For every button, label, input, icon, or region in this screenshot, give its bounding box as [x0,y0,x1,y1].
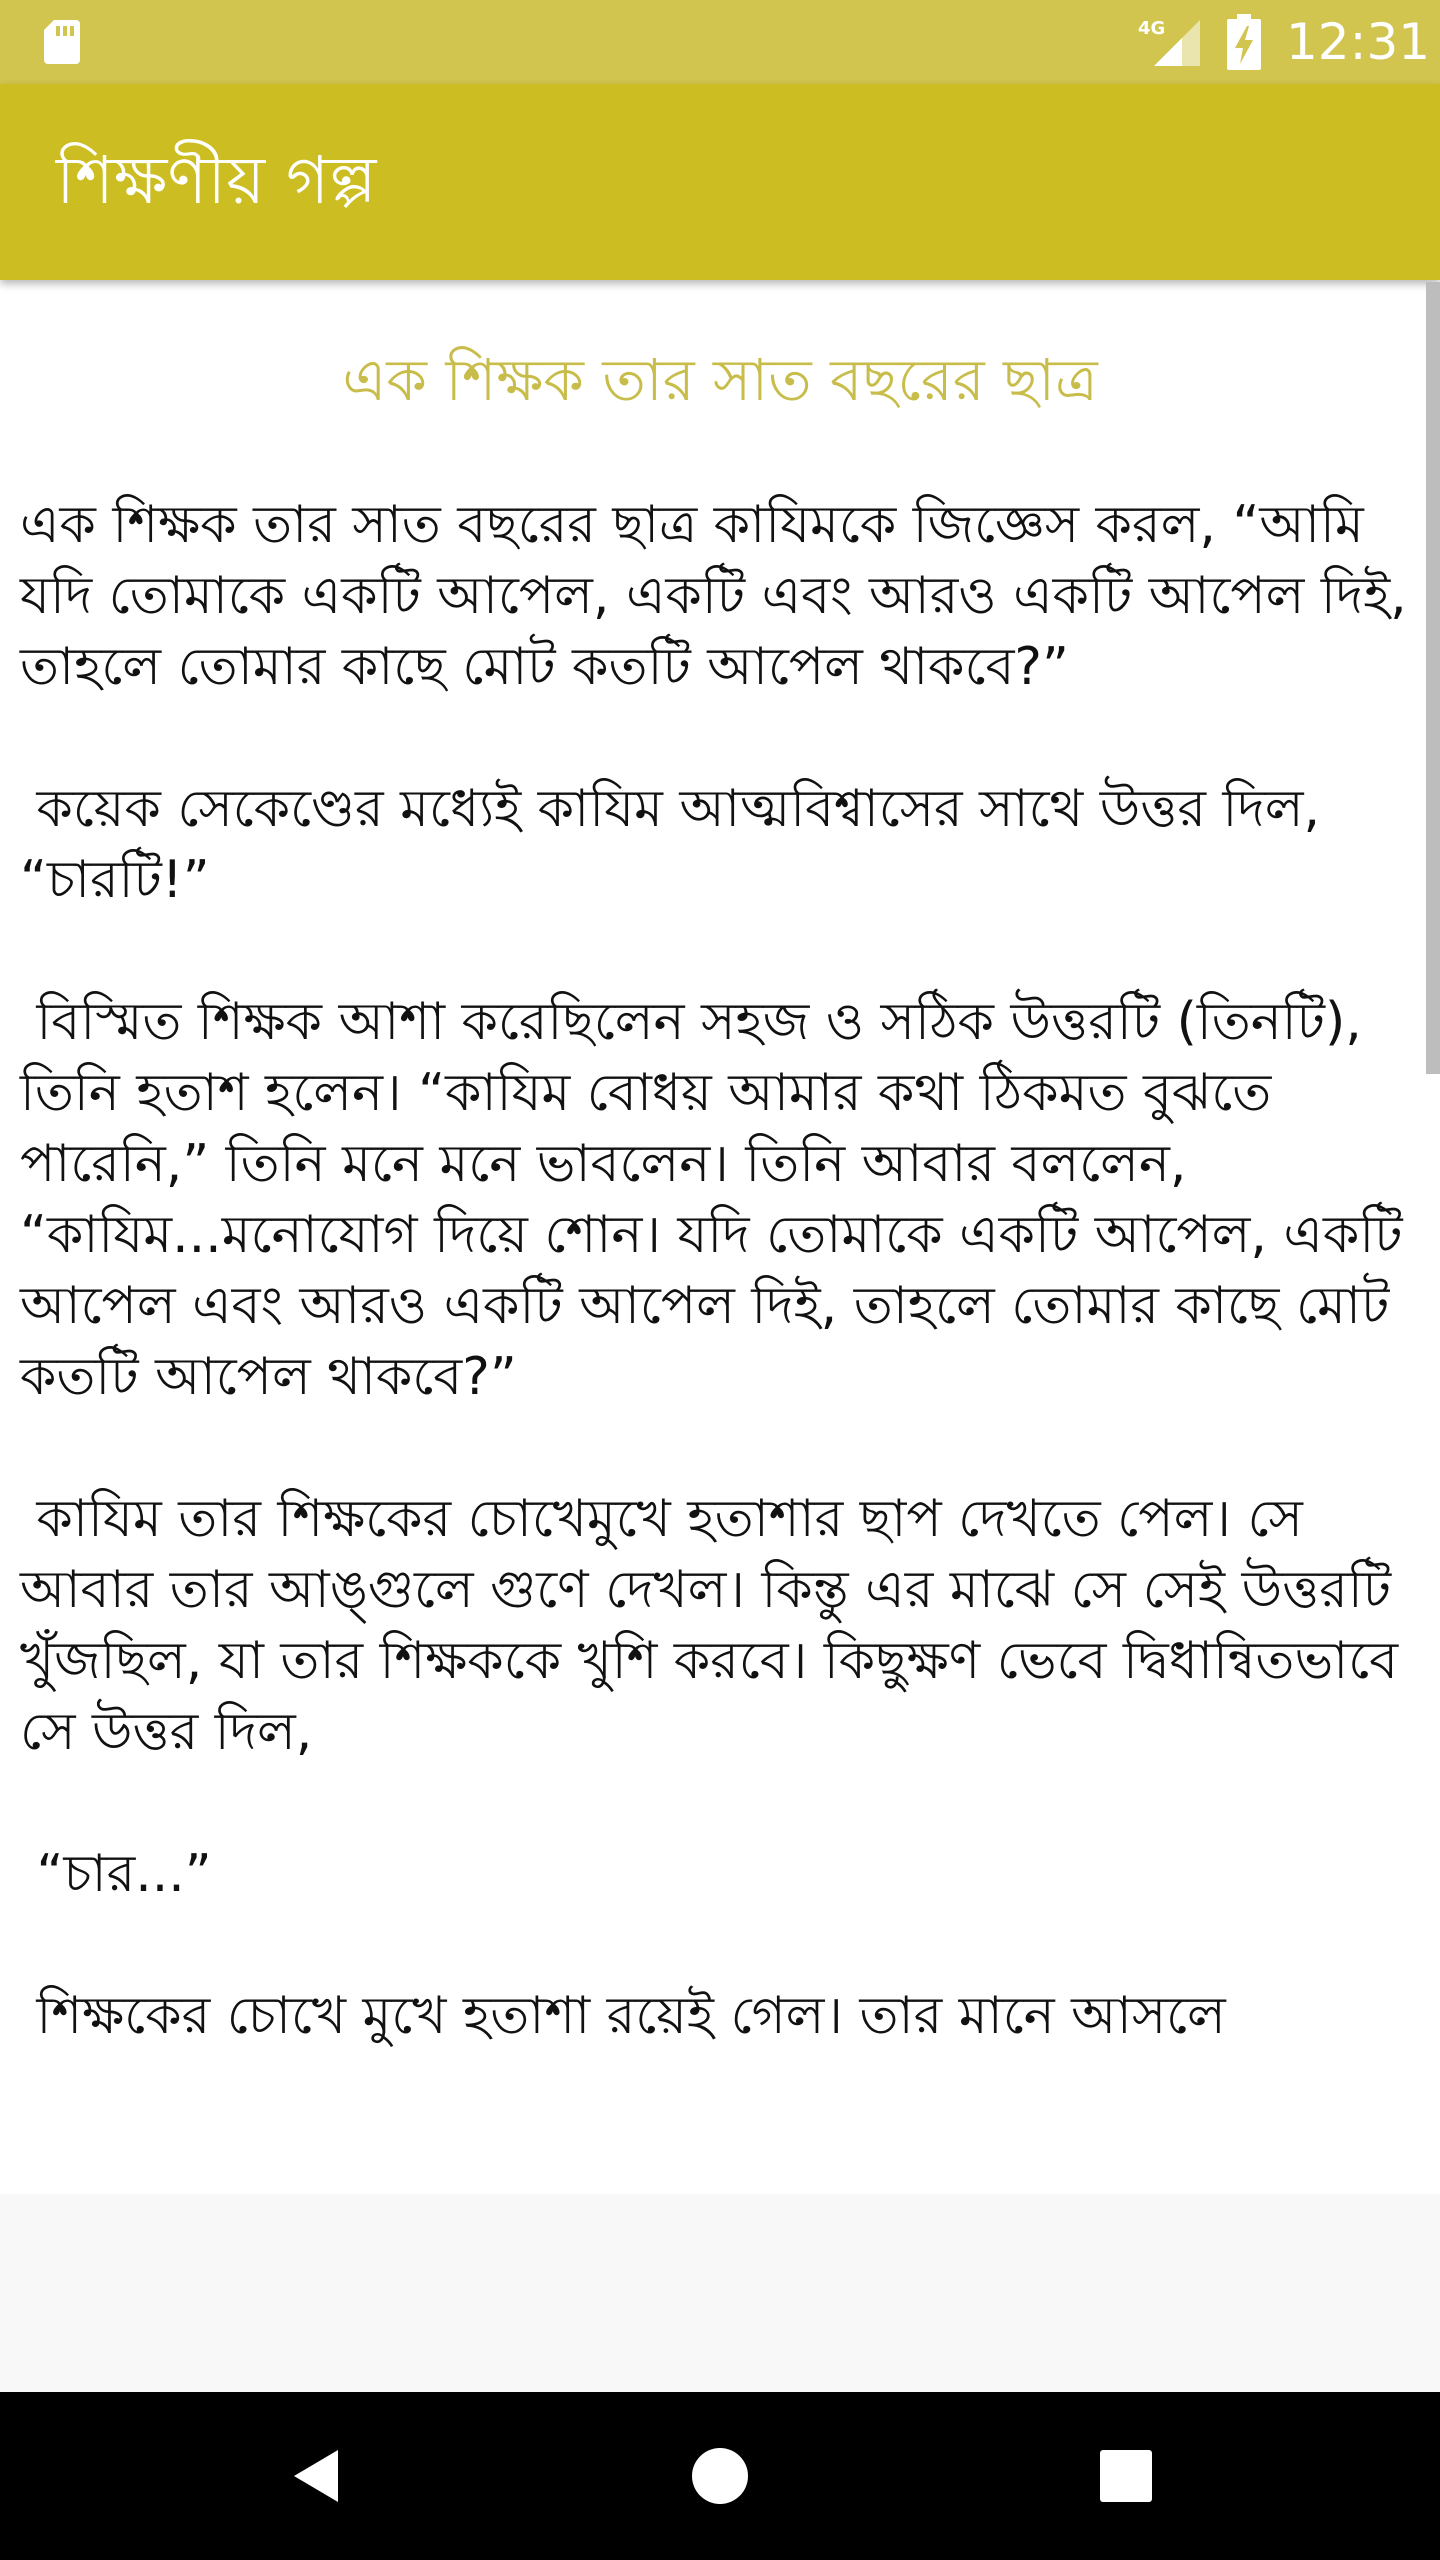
status-bar [0,0,1440,84]
app-bar [0,84,1440,280]
story-content[interactable] [0,280,1440,2194]
battery-charging-icon [1226,14,1262,70]
cell-signal-icon [1138,16,1202,68]
story-title: এক শিক্ষক তার সাত বছরের ছাত্র [342,346,1098,414]
navigation-bar [0,2392,1440,2560]
back-icon[interactable] [286,2446,346,2506]
app-title: শিক্ষণীয় গল্প [56,142,377,219]
story-body-text: এক শিক্ষক তার সাত বছরের ছাত্র কাযিমকে জিজ্ঞেস করল, “আমি যদি তোমাকে একটি আপেল, একটি এবং আরও একটি আপেল দিই, তাহলে তোমার কাছে মোট কতটি আপেল থাকবে?” কয়েক সেকেণ্ডের মধ্যেই কাযিম আত্মবিশ্বাসের সাথে উত্তর দিল, “চারটি!” বিস্মিত শিক্ষক আশা করেছিলেন সহজ ও সঠিক উত্তরটি (তিনটি), তিনি হতাশ হলেন। “কাযিম বোধয় আমার কথা ঠিকমত বুঝতে পারেনি,” তিনি মনে মনে ভাবলেন। তিনি আবার বললেন, “কাযিম...মনোযোগ দিয়ে শোন। যদি তোমাকে একটি আপেল, একটি আপেল এবং আরও একটি আপেল দিই, তাহলে তোমার কাছে মোট কতটি আপেল থাকবে?” কাযিম তার শিক্ষকের চোখেমুখে হতাশার ছাপ দেখতে পেল। সে আবার তার আঙ্গুলে গুণে দেখল। কিন্তু এর মাঝে সে সেই উত্তরটি খুঁজছিল, যা তার শিক্ষককে খুশি করবে। কিছুক্ষণ ভেবে দ্বিধান্বিতভাবে সে উত্তর দিল, “চার...” শিক্ষকের চোখে মুখে হতাশা রয়েই গেল। তার মানে আসলে [20,495,1407,2046]
status-time: 12:31 [1286,13,1431,71]
network-type-label: 4G [1138,18,1166,39]
sd-card-icon [42,18,82,66]
home-icon[interactable] [690,2446,750,2506]
empty-bottom-area [0,2194,1440,2392]
recents-icon[interactable] [1096,2446,1156,2506]
scrollbar-thumb[interactable] [1426,282,1440,1074]
